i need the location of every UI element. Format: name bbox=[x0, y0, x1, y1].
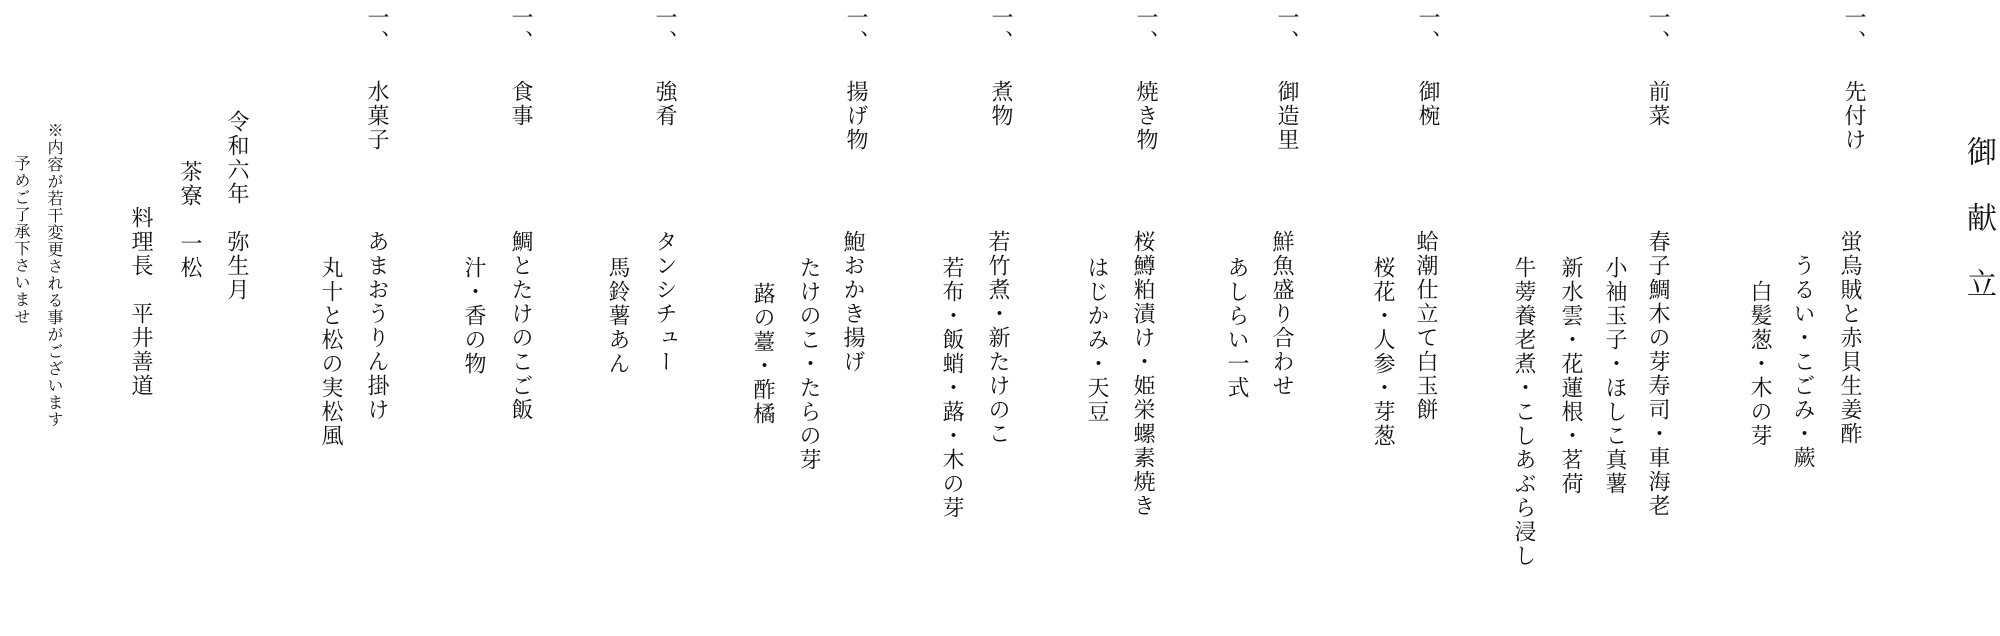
course-name-mizugashi: 水菓子 bbox=[364, 80, 389, 152]
dish-line: 蕗の薹・酢橘 bbox=[750, 282, 775, 426]
course-marker: 一、 bbox=[364, 6, 389, 54]
course-name-zensai: 前菜 bbox=[1645, 80, 1670, 128]
chef-name: 料理長 平井善道 bbox=[128, 206, 153, 398]
dish-line: 小袖玉子・ほしこ真薯 bbox=[1602, 256, 1627, 496]
dish-line: 蛍烏賊と赤貝生姜酢 bbox=[1837, 230, 1862, 446]
dish-line: 鯛とたけのこご飯 bbox=[508, 230, 533, 422]
dish-line: 桜鱒粕漬け・姫栄螺素焼き bbox=[1130, 230, 1155, 518]
course-name-shiizakana: 強肴 bbox=[652, 80, 677, 128]
course-name-owan: 御椀 bbox=[1415, 80, 1440, 128]
dish-line: 若竹煮・新たけのこ bbox=[985, 230, 1010, 446]
restaurant-name: 茶寮 一松 bbox=[177, 160, 202, 280]
dish-line: 牛蒡養老煮・こしあぶら浸し bbox=[1511, 256, 1536, 568]
dish-line: 新水雲・花蓮根・茗荷 bbox=[1558, 256, 1583, 496]
dish-line: あしらい一式 bbox=[1224, 256, 1249, 400]
dish-line: 鮑おかき揚げ bbox=[840, 230, 865, 374]
dish-line: 蛤潮仕立て白玉餅 bbox=[1413, 230, 1438, 422]
dish-line: うるい・こごみ・蕨 bbox=[1790, 254, 1815, 470]
course-name-shokuji: 食事 bbox=[508, 80, 533, 128]
dish-line: タンシチュー bbox=[652, 230, 677, 374]
course-name-sakizuke: 先付け bbox=[1841, 80, 1866, 152]
dish-line: はじかみ・天豆 bbox=[1084, 256, 1109, 424]
dish-line: 丸十と松の実松風 bbox=[318, 256, 343, 448]
course-marker: 一、 bbox=[1841, 6, 1866, 54]
menu-date: 令和六年 弥生月 bbox=[224, 110, 249, 302]
dish-line: たけのこ・たらの芽 bbox=[796, 256, 821, 472]
dish-line: 汁・香の物 bbox=[461, 256, 486, 376]
course-marker: 一、 bbox=[652, 6, 677, 54]
course-name-yakimono: 焼き物 bbox=[1133, 80, 1158, 152]
dish-line: 白髪葱・木の芽 bbox=[1747, 280, 1772, 448]
dish-line: あまおうりん掛け bbox=[364, 230, 389, 422]
menu-title: 御献立 bbox=[1961, 136, 1996, 334]
course-marker: 一、 bbox=[508, 6, 533, 54]
course-name-nimono: 煮物 bbox=[988, 80, 1013, 128]
dish-line: 桜花・人参・芽葱 bbox=[1370, 256, 1395, 448]
disclaimer-line: ※内容が若干変更される事がございます bbox=[45, 122, 64, 428]
course-marker: 一、 bbox=[843, 6, 868, 54]
dish-line: 若布・飯蛸・蕗・木の芽 bbox=[939, 256, 964, 520]
course-marker: 一、 bbox=[1415, 6, 1440, 54]
dish-line: 春子鯛木の芽寿司・車海老 bbox=[1645, 230, 1670, 518]
dish-line: 馬鈴薯あん bbox=[605, 256, 630, 376]
course-name-agemono: 揚げ物 bbox=[843, 80, 868, 152]
course-marker: 一、 bbox=[988, 6, 1013, 54]
disclaimer-line: 予めご了承下さいませ bbox=[12, 155, 31, 325]
course-marker: 一、 bbox=[1133, 6, 1158, 54]
course-marker: 一、 bbox=[1645, 6, 1670, 54]
course-marker: 一、 bbox=[1274, 6, 1299, 54]
dish-line: 鮮魚盛り合わせ bbox=[1269, 230, 1294, 398]
course-name-otsukuri: 御造里 bbox=[1274, 80, 1299, 152]
